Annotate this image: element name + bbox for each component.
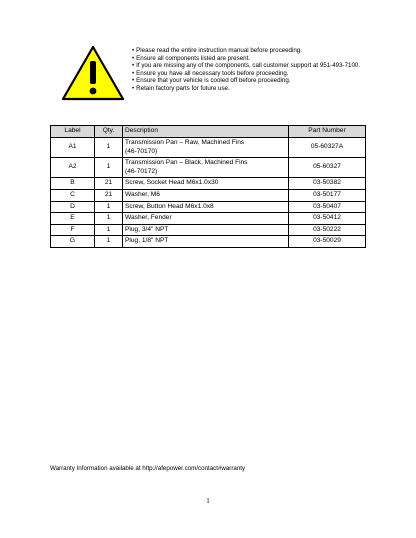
note-item: • Ensure all components listed are present. <box>132 55 360 63</box>
row-label: D <box>51 201 95 213</box>
table-row <box>51 138 366 158</box>
header-part-number: Part Number <box>289 126 366 138</box>
table-row <box>51 236 366 248</box>
header-label: Label <box>51 126 95 138</box>
row-qty: 1 <box>95 158 123 178</box>
description-line: (46-70172) <box>125 167 158 175</box>
row-part-number: 03-50029 <box>289 236 366 248</box>
note-item: • Ensure you have all necessary tools before proceeding. <box>132 70 360 78</box>
row-description <box>123 138 289 158</box>
table-row <box>51 178 366 190</box>
row-label: A2 <box>51 158 95 178</box>
note-item: • Ensure that your vehicle is cooled off before proceeding. <box>132 77 360 85</box>
warning-triangle-icon <box>60 44 126 102</box>
row-label: E <box>51 213 95 225</box>
row-description: Washer, M6 <box>123 189 289 201</box>
row-qty: 1 <box>95 213 123 225</box>
note-item: • Please read the entire instruction manual before proceeding. <box>132 47 360 55</box>
warranty-info: Warranty Information available at http://afepower.com/contact#warranty <box>50 465 246 472</box>
row-part-number: 05-60327 <box>289 158 366 178</box>
table-row <box>51 224 366 236</box>
table-row <box>51 213 366 225</box>
row-part-number: 03-50407 <box>289 201 366 213</box>
note-item: • If you are missing any of the components, call customer support at 951-493-7100. <box>132 62 360 70</box>
description-line: (46-70170) <box>125 147 158 155</box>
row-qty: 21 <box>95 189 123 201</box>
row-qty: 1 <box>95 138 123 158</box>
row-label: C <box>51 189 95 201</box>
row-part-number: 03-50412 <box>289 213 366 225</box>
row-description: Screw, Button Head M6x1.0x8 <box>123 201 289 213</box>
parts-table <box>50 125 366 248</box>
note-item: • Retain factory parts for future use. <box>132 85 360 93</box>
row-qty: 1 <box>95 201 123 213</box>
parts-table-header-row <box>51 126 366 138</box>
description-line: Transmission Pan – Black, Machined Fins <box>125 159 248 167</box>
table-row <box>51 189 366 201</box>
row-qty: 21 <box>95 178 123 190</box>
page-number: 1 <box>206 497 210 505</box>
header-qty: Qty. <box>95 126 123 138</box>
row-description <box>123 158 289 178</box>
row-label: A1 <box>51 138 95 158</box>
row-part-number: 03-50382 <box>289 178 366 190</box>
row-description: Plug, 1/8" NPT <box>123 236 289 248</box>
description-line: Transmission Pan – Raw, Machined Fins <box>125 139 245 146</box>
row-part-number: 03-50177 <box>289 189 366 201</box>
row-part-number: 03-50222 <box>289 224 366 236</box>
row-description: Washer, Fender <box>123 213 289 225</box>
table-row <box>51 158 366 178</box>
row-label: F <box>51 224 95 236</box>
row-label: G <box>51 236 95 248</box>
table-row <box>51 201 366 213</box>
row-part-number: 05-60327A <box>289 138 366 158</box>
row-qty: 1 <box>95 224 123 236</box>
row-qty: 1 <box>95 236 123 248</box>
instruction-notes-list <box>132 47 360 93</box>
row-description: Plug, 3/4" NPT <box>123 224 289 236</box>
row-description: Screw, Socket Head M6x1.0x30 <box>123 178 289 190</box>
header-description: Description <box>123 126 289 138</box>
row-label: B <box>51 178 95 190</box>
